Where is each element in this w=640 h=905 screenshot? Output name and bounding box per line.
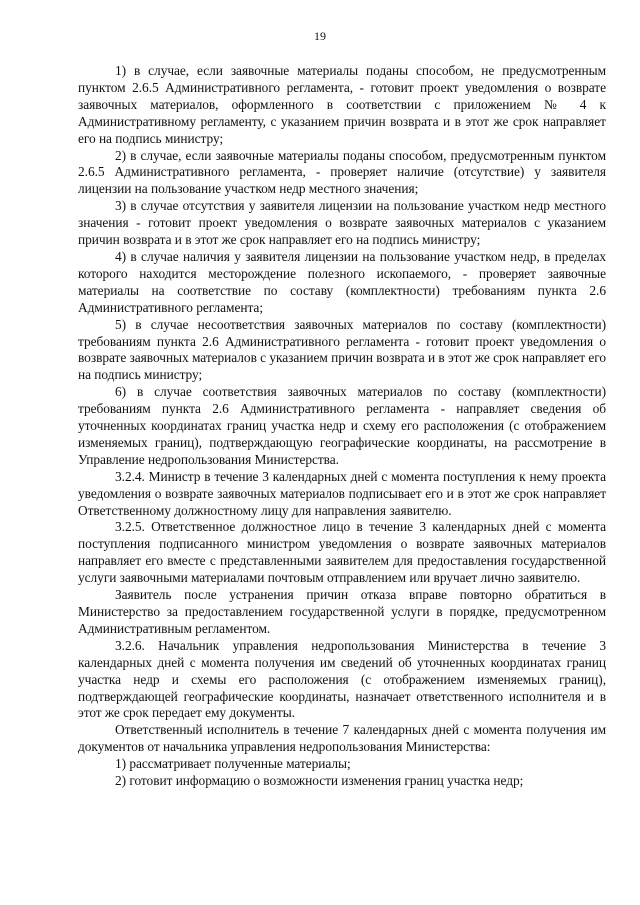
paragraph-item-5: 5) в случае несоответствия заявочных материалов по составу (комплектности) требованиям пункта 2.6 Административного регламента - готовит проект уведомления о возврате заявочных материалов с указанием причин возврата и в этот же срок направляет его на подпись министру; [78, 316, 606, 383]
paragraph-item-1: 1) в случае, если заявочные материалы поданы способом, не предусмотренным пунктом 2.6.5 Административного регламента, - готовит проект уведомления о возврате заявочных материалов, оформленного в соответствии с приложением № 4 к Административному регламенту, с указанием причин возврата и в этот же срок направляет его на подпись министру; [78, 63, 606, 146]
paragraph-3-2-6: 3.2.6. Начальник управления недропользования Министерства в течение 3 календарных дней с момента получения им сведений об уточненных координатах границ участка недр и схемы его расположения (с отображением изменяемых границ), подтверждающей географические координаты, назначает ответственного исполнителя и в этот же срок передает ему документы. [78, 637, 606, 721]
paragraph-duty-2: 2) готовит информацию о возможности изменения границ участка недр; [115, 773, 524, 789]
paragraph-applicant-reapply: Заявитель после устранения причин отказа вправе повторно обратиться в Министерство за предоставлением государственной услуги в порядке, предусмотренном Административным регламентом. [78, 587, 606, 636]
page-number: 19 [314, 29, 326, 43]
paragraph-item-3: 3) в случае отсутствия у заявителя лицензии на пользование участком недр местного значения - готовит проект уведомления о возврате заявочных материалов с указанием причин возврата и в этот же срок направляет его на подпись министру; [78, 198, 606, 248]
paragraph-duty-1: 1) рассматривает полученные материалы; [115, 756, 351, 772]
paragraph-item-2: 2) в случае, если заявочные материалы поданы способом, предусмотренным пунктом 2.6.5 Административного регламента, - проверяет наличие (отсутствие) у заявителя лицензии на пользование участком недр местного значения; [78, 147, 606, 197]
paragraph-item-4: 4) в случае наличия у заявителя лицензии на пользование участком недр, в пределах которого находится месторождение полезного ископаемого, - проверяет заявочные материалы на соответствие по составу (комплектности) требованиям пункта 2.6 Административного регламента; [78, 248, 606, 315]
paragraph-item-6: 6) в случае соответствия заявочных материалов по составу (комплектности) требованиям пункта 2.6 Административного регламента - направляет сведения об уточненных координатах границ участка недр и схему его расположения (с отображением изменяемых границ), подтверждающую географические координаты, на рассмотрение в Управление недропользования Министерства. [78, 384, 606, 467]
paragraph-3-2-5: 3.2.5. Ответственное должностное лицо в течение 3 календарных дней с момента поступления подписанного министром уведомления о возврате заявочных материалов направляет его вместе с представленными заявителем для предоставления государственной услуги заявочными материалами почтовым отправлением или вручает лично заявителю. [78, 519, 606, 586]
paragraph-3-2-4: 3.2.4. Министр в течение 3 календарных дней с момента поступления к нему проекта уведомления о возврате заявочных материалов подписывает его и в этот же срок направляет Ответственному должностному лицу для направления заявителю. [78, 468, 606, 518]
paragraph-executor-duties: Ответственный исполнитель в течение 7 календарных дней с момента получения им документов от начальника управления недропользования Министерства: [78, 722, 606, 755]
document-body [78, 63, 606, 790]
